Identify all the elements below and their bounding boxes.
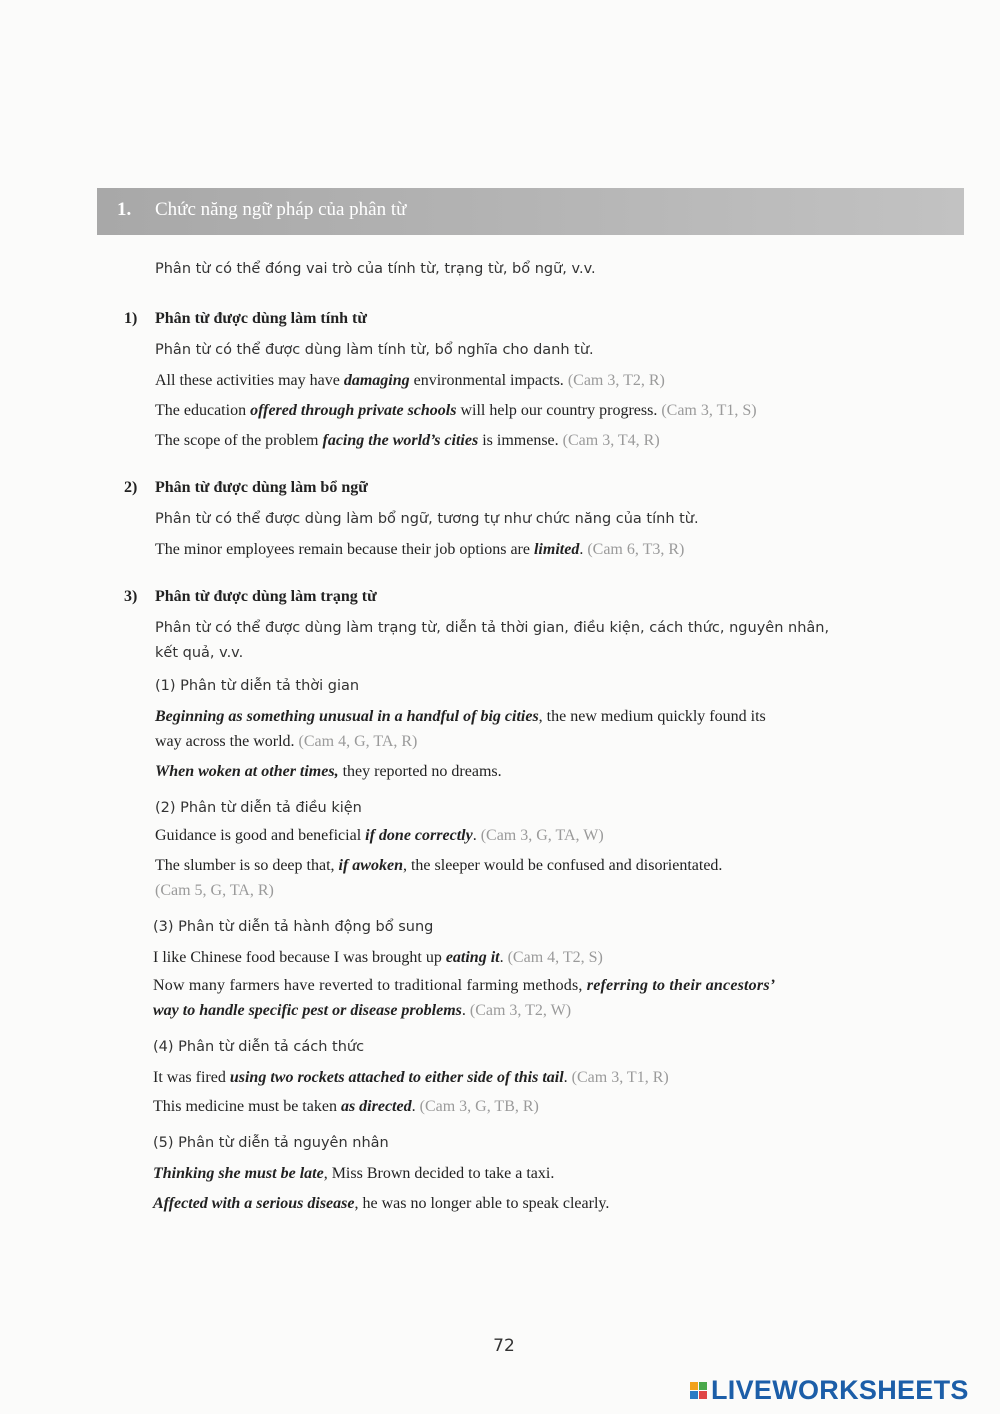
liveworksheets-logo-icon <box>690 1382 707 1399</box>
section-title: Chức năng ngữ pháp của phân từ <box>155 199 407 220</box>
subsection-1-description: Phân từ có thể được dùng làm tính từ, bổ nghĩa cho danh từ. <box>155 342 594 358</box>
sub-label-manner: (4) Phân từ diễn tả cách thức <box>153 1039 365 1055</box>
citation: (Cam 4, G, TA, R) <box>298 733 418 750</box>
citation: (Cam 3, T2, R) <box>567 372 665 389</box>
subsection-2-heading: Phân từ được dùng làm bổ ngữ <box>155 479 368 496</box>
sub-label-reason: (5) Phân từ diễn tả nguyên nhân <box>153 1135 389 1151</box>
citation: (Cam 3, T1, S) <box>661 402 757 419</box>
citation: (Cam 4, T2, S) <box>507 949 603 966</box>
example-sentence: When woken at other times, they reported no dreams. <box>155 763 502 780</box>
citation: (Cam 5, G, TA, R) <box>155 882 274 899</box>
example-sentence: The scope of the problem facing the world’s cities is immense. (Cam 3, T4, R) <box>155 432 660 449</box>
example-sentence-cont: way to handle specific pest or disease problems. (Cam 3, T2, W) <box>153 1002 572 1019</box>
example-sentence: Now many farmers have reverted to traditional farming methods, referring to their ancestors’ <box>153 977 776 994</box>
citation: (Cam 3, G, TB, R) <box>419 1098 539 1115</box>
example-sentence: The slumber is so deep that, if awoken, the sleeper would be confused and disorientated. <box>155 857 723 874</box>
subsection-3-heading: Phân từ được dùng làm trạng từ <box>155 588 377 605</box>
citation: (Cam 3, T4, R) <box>562 432 660 449</box>
example-sentence: The minor employees remain because their job options are limited. (Cam 6, T3, R) <box>155 541 685 558</box>
sub-label-additional-action: (3) Phân từ diễn tả hành động bổ sung <box>153 919 434 935</box>
example-sentence: The education offered through private schools will help our country progress. (Cam 3, T1, S) <box>155 402 757 419</box>
example-sentence: Guidance is good and beneficial if done correctly. (Cam 3, G, TA, W) <box>155 827 604 844</box>
watermark-text: LIVEWORKSHEETS <box>711 1374 969 1405</box>
intro-text: Phân từ có thể đóng vai trò của tính từ, trạng từ, bổ ngữ, v.v. <box>155 261 596 277</box>
example-sentence: It was fired using two rockets attached to either side of this tail. (Cam 3, T1, R) <box>153 1069 669 1086</box>
subsection-3-number: 3) <box>124 588 138 605</box>
example-sentence: All these activities may have damaging environmental impacts. (Cam 3, T2, R) <box>155 372 665 389</box>
example-sentence: Thinking she must be late, Miss Brown decided to take a taxi. <box>153 1165 555 1182</box>
example-sentence: This medicine must be taken as directed. (Cam 3, G, TB, R) <box>153 1098 539 1115</box>
example-sentence-cont: way across the world. (Cam 4, G, TA, R) <box>155 733 418 750</box>
sub-label-time: (1) Phân từ diễn tả thời gian <box>155 678 360 694</box>
section-number: 1. <box>117 199 132 220</box>
subsection-1-number: 1) <box>124 310 138 327</box>
sub-label-condition: (2) Phân từ diễn tả điều kiện <box>155 800 362 816</box>
citation: (Cam 3, G, TA, W) <box>480 827 604 844</box>
example-sentence: Affected with a serious disease, he was no longer able to speak clearly. <box>153 1195 610 1212</box>
example-sentence: I like Chinese food because I was brought up eating it. (Cam 4, T2, S) <box>153 949 603 966</box>
subsection-3-description-cont: kết quả, v.v. <box>155 645 244 661</box>
subsection-1-heading: Phân từ được dùng làm tính từ <box>155 310 367 327</box>
section-header-bar <box>97 188 964 235</box>
subsection-3-description: Phân từ có thể được dùng làm trạng từ, diễn tả thời gian, điều kiện, cách thức, nguyên nhân, <box>155 620 830 636</box>
citation: (Cam 3, T1, R) <box>571 1069 669 1086</box>
subsection-2-description: Phân từ có thể được dùng làm bổ ngữ, tương tự như chức năng của tính từ. <box>155 511 699 527</box>
page-number: 72 <box>493 1336 515 1356</box>
citation: (Cam 6, T3, R) <box>587 541 685 558</box>
citation: (Cam 3, T2, W) <box>469 1002 572 1019</box>
liveworksheets-watermark <box>690 1375 969 1405</box>
example-sentence: Beginning as something unusual in a handful of big cities, the new medium quickly found its <box>155 708 766 725</box>
subsection-2-number: 2) <box>124 479 138 496</box>
